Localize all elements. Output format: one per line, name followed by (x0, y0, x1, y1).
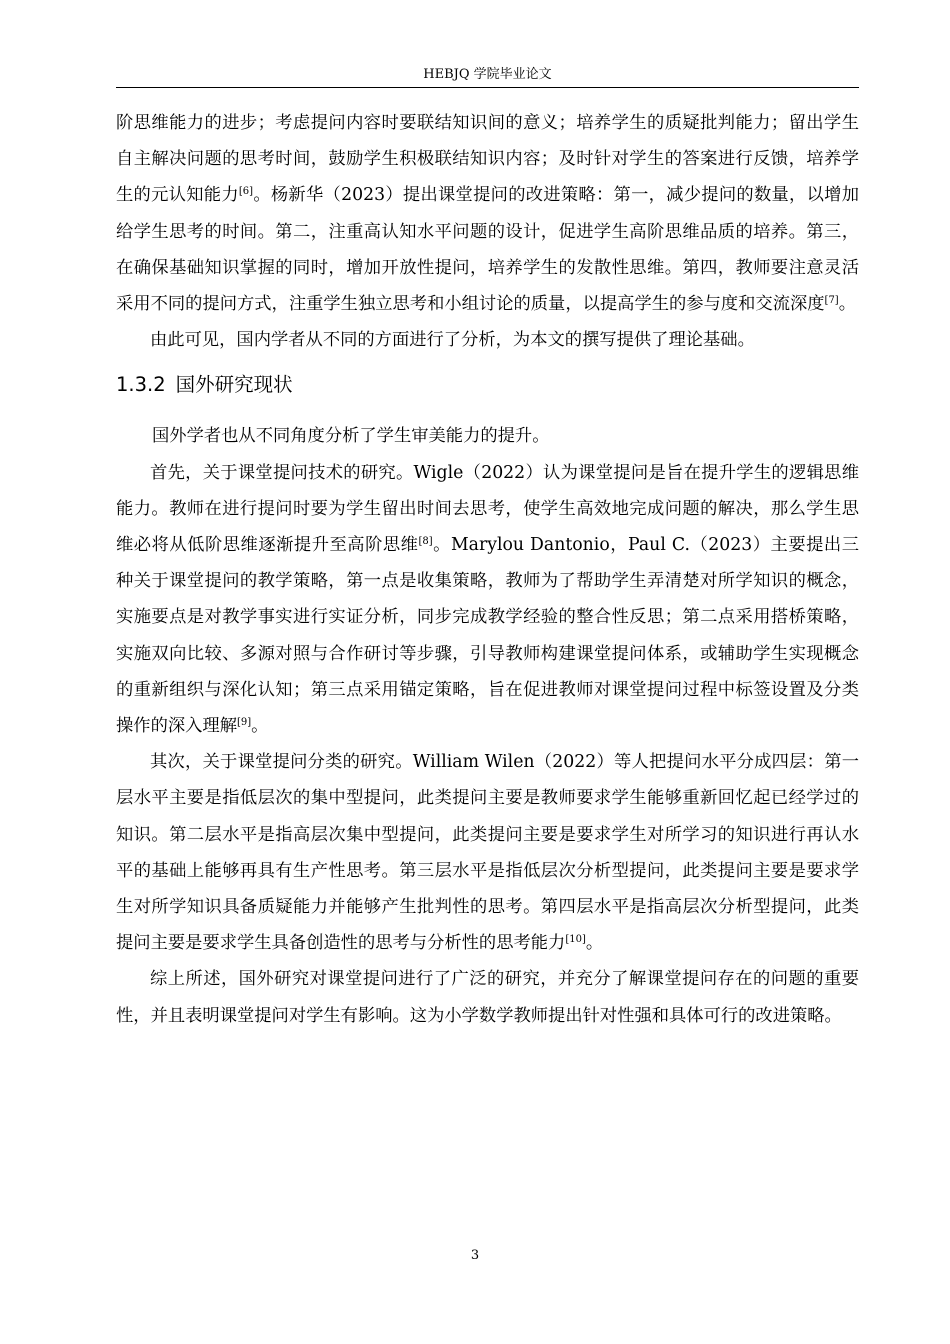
paragraph-text: 。 (585, 933, 604, 954)
paragraph-text: 阶思维能力的进步；考虑提问内容时要联结知识间的意义；培养学生的质疑批判能力；留出学生自主解决问题的思考时间，鼓励学生积极联结知识内容；及时针对学生的答案进行反馈，培养学生的元认知能力 (116, 113, 859, 206)
paragraph-text: 。 (838, 294, 857, 315)
paragraph-text: 。杨新华（2023）提出课堂提问的改进策略：第一，减少提问的数量，以增加给学生思考的时间。第二，注重高认知水平问题的设计，促进学生高阶思维品质的培养。第三，在确保基础知识掌握的同时，增加开放性提问，培养学生的发散性思维。第四，教师要注意灵活采用不同的提问方式，注重学生独立思考和小组讨论的质量，以提高学生的参与度和交流深度 (116, 185, 859, 315)
citation-ref: [10] (565, 934, 586, 946)
paragraph-foreign-summary: 综上所述，国外研究对课堂提问进行了广泛的研究，并充分了解课堂提问存在的问题的重要性，并且表明课堂提问对学生有影响。这为小学数学教师提出针对性强和具体可行的改进策略。 (116, 969, 859, 1026)
section-heading (116, 370, 859, 400)
citation-ref: [8] (418, 536, 433, 548)
paragraph-text: 。Marylou Dantonio，Paul C.（2023）主要提出三种关于课堂提问的教学策略，第一点是收集策略，教师为了帮助学生弄清楚对所学知识的概念，实施要点是对教学事实进行实证分析，同步完成教学经验的整合性反思；第二点采用搭桥策略，实施双向比较、多源对照与合作研讨等步骤，引导教师构建课堂提问体系，或辅助学生实现概念的重新组织与深化认知；第三点采用锚定策略，旨在促进教师对课堂提问过程中标签设置及分类操作的深入理解 (116, 535, 859, 737)
citation-ref: [7] (824, 295, 839, 307)
paragraph-domestic-strategies (116, 105, 859, 322)
citation-ref: [9] (236, 717, 252, 729)
paragraph-text: 。 (251, 716, 269, 737)
document-body (116, 105, 859, 1034)
page-header: HEBJQ 学院毕业论文 (423, 67, 552, 82)
citation-ref: [6] (238, 186, 254, 198)
page-number: 3 (470, 1248, 480, 1263)
paragraph-text: 其次，关于课堂提问分类的研究。William Wilen（2022）等人把提问水平分成四层：第一层水平主要是指低层次的集中型提问，此类提问主要是教师要求学生能够重新回忆起已经学过的知识。第二层水平是指高层次集中型提问，此类提问主要是要求学生对所学习的知识进行再认水平的基础上能够再具有生产性思考。第三层水平是指低层次分析型提问，此类提问主要是要求学生对所学知识具备质疑能力并能够产生批判性的思考。第四层水平是指高层次分析型提问，此类提问主要是要求学生具备创造性的思考与分析性的思考能力 (116, 752, 859, 954)
section-number: 1.3.2 (116, 373, 166, 397)
header-divider (116, 87, 859, 88)
section-title: 国外研究现状 (175, 373, 293, 397)
paragraph-foreign-intro: 国外学者也从不同角度分析了学生审美能力的提升。 (152, 426, 550, 447)
paragraph-domestic-summary: 由此可见，国内学者从不同的方面进行了分析，为本文的撰写提供了理论基础。 (150, 330, 755, 351)
paragraph-foreign-second (116, 744, 859, 961)
paragraph-text: 首先，关于课堂提问技术的研究。Wigle（2022）认为课堂提问是旨在提升学生的逻辑思维能力。教师在进行提问时要为学生留出时间去思考，使学生高效地完成问题的解决，那么学生思维必将从低阶思维逐渐提升至高阶思维 (116, 462, 859, 556)
paragraph-foreign-first (116, 455, 859, 745)
